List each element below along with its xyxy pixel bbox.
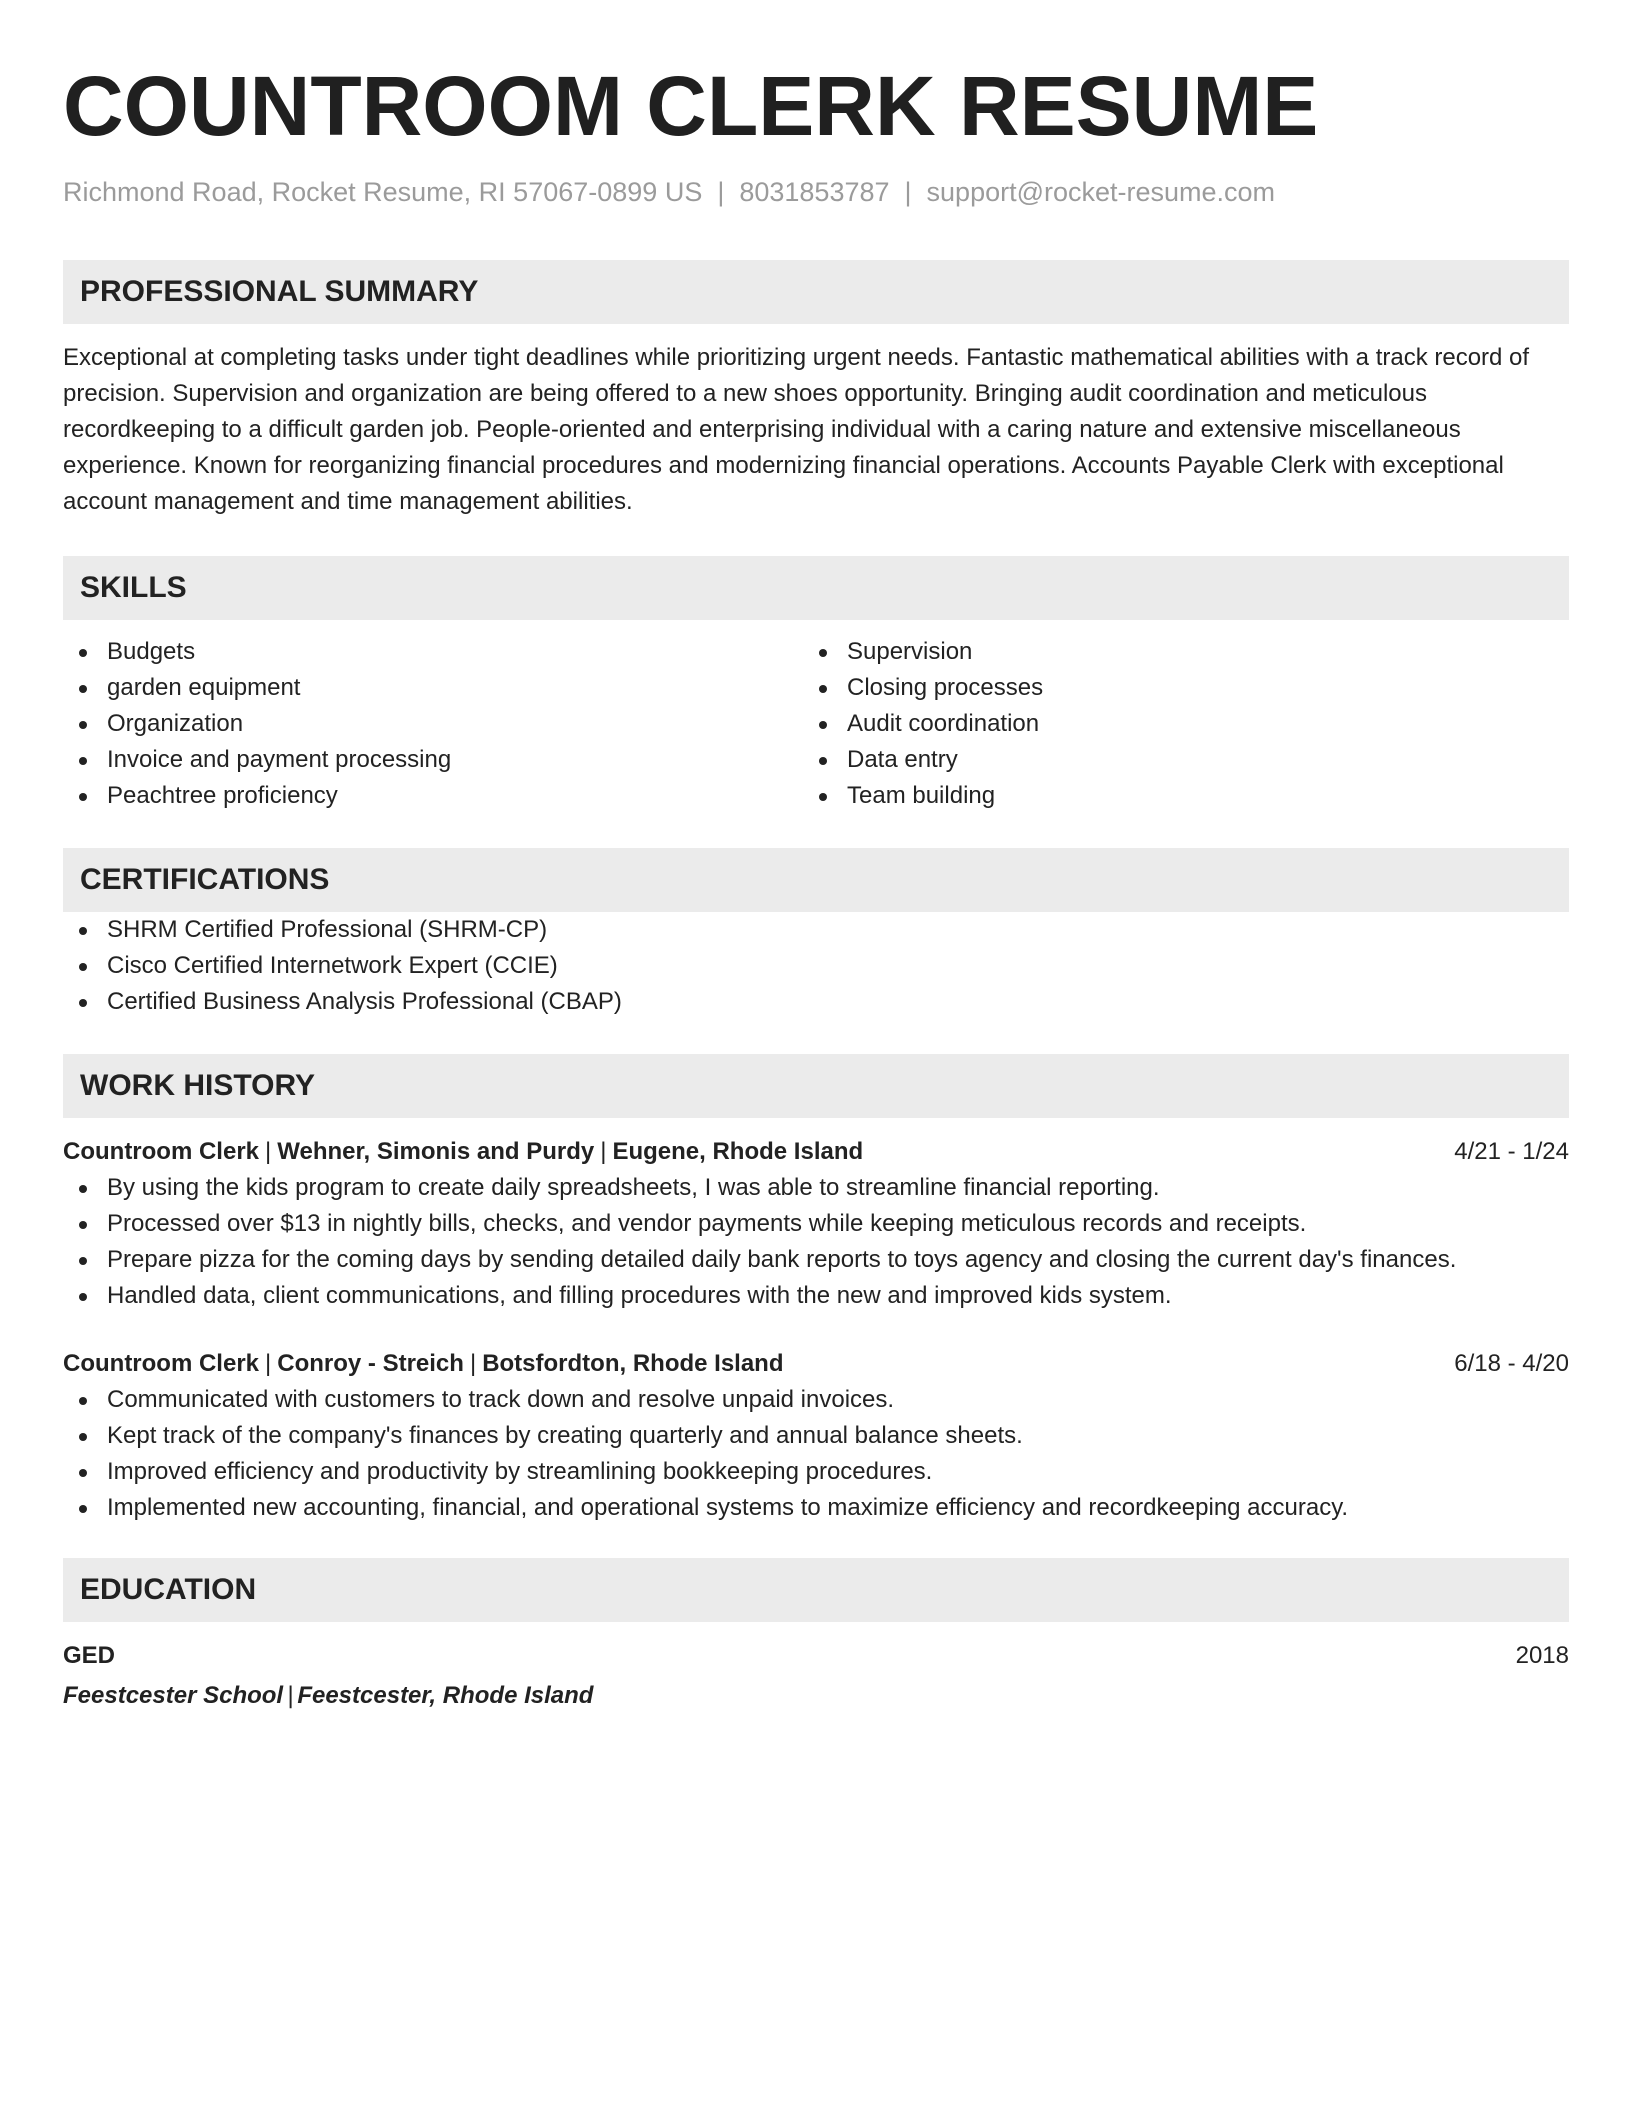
job-dates: 4/21 - 1/24 [1454,1138,1569,1165]
job-bullet: By using the kids program to create daily spreadsheets, I was able to streamline financial reporting. [63,1170,1569,1206]
job-title-line [63,1134,863,1170]
contact-separator: | [904,177,912,207]
skill-item: Invoice and payment processing [63,742,803,778]
job-bullet: Implemented new accounting, financial, and operational systems to maximize efficiency and recordkeeping accuracy. [63,1490,1569,1526]
skills-list-right [803,634,1543,814]
job-bullet: Improved efficiency and productivity by streamlining bookkeeping procedures. [63,1454,1569,1490]
job-location: Eugene, Rhode Island [612,1138,864,1165]
contact-phone: 8031853787 [739,177,890,207]
job-header [63,1134,1569,1170]
job-separator: | [600,1138,607,1165]
education-year: 2018 [1515,1642,1569,1669]
job-company: Wehner, Simonis and Purdy [277,1138,595,1165]
skills-grid [63,634,1569,814]
job-role: Countroom Clerk [63,1350,260,1377]
education-row [63,1638,1569,1674]
certification-item: Cisco Certified Internetwork Expert (CCIE) [63,948,1569,984]
job-bullets [63,1382,1569,1526]
contact-email: support@rocket-resume.com [926,177,1276,207]
skill-item: Organization [63,706,803,742]
job-location: Botsfordton, Rhode Island [482,1350,784,1377]
certifications-list [63,912,1569,1020]
job-separator: | [469,1350,477,1377]
job-dates: 6/18 - 4/20 [1454,1350,1569,1377]
job-title-line [63,1346,784,1382]
resume-title: COUNTROOM CLERK RESUME [63,59,1319,153]
section-heading-skills: SKILLS [63,556,1569,620]
job-bullet: Prepare pizza for the coming days by sending detailed daily bank reports to toys agency and closing the current day's finances. [63,1242,1569,1278]
skill-item: Closing processes [803,670,1543,706]
job-bullets [63,1170,1569,1314]
contact-separator: | [717,177,725,207]
certification-item: SHRM Certified Professional (SHRM-CP) [63,912,1569,948]
education-separator: | [287,1682,294,1709]
job-bullet: Handled data, client communications, and filling procedures with the new and improved kids system. [63,1278,1569,1314]
job-bullet: Processed over $13 in nightly bills, checks, and vendor payments while keeping meticulous records and receipts. [63,1206,1569,1242]
skill-item: Supervision [803,634,1543,670]
skill-item: garden equipment [63,670,803,706]
skill-item: Peachtree proficiency [63,778,803,814]
job-separator: | [265,1350,272,1377]
education-school: Feestcester School [63,1682,284,1709]
job-bullet: Kept track of the company's finances by creating quarterly and annual balance sheets. [63,1418,1569,1454]
skill-item: Team building [803,778,1543,814]
section-heading-summary: PROFESSIONAL SUMMARY [63,260,1569,324]
certification-item: Certified Business Analysis Professional (CBAP) [63,984,1569,1020]
job-bullet: Communicated with customers to track down and resolve unpaid invoices. [63,1382,1569,1418]
section-heading-work-history: WORK HISTORY [63,1054,1569,1118]
job-company: Conroy - Streich [277,1350,464,1377]
education-degree: GED [63,1642,116,1669]
contact-address: Richmond Road, Rocket Resume, RI 57067-0899 US [63,177,703,207]
job-role: Countroom Clerk [63,1138,260,1165]
summary-text: Exceptional at completing tasks under tight deadlines while prioritizing urgent needs. Fantastic mathematical abilities with a track record of precision. Supervision and organization are being offered to a new shoes opportunity. Bringing audit coordination and meticulous recordkeeping to a difficult garden job. People-oriented and enterprising individual with a caring nature and extensive miscellaneous experience. Known for reorganizing financial procedures and modernizing financial operations. Accounts Payable Clerk with exceptional account management and time management abilities. [63,344,1530,515]
job-separator: | [265,1138,272,1165]
job-header [63,1346,1569,1382]
section-heading-certifications: CERTIFICATIONS [63,848,1569,912]
contact-line [63,174,1569,210]
skill-item: Audit coordination [803,706,1543,742]
skills-list-left [63,634,803,814]
education-school-line [63,1678,1569,1714]
skill-item: Budgets [63,634,803,670]
education-location: Feestcester, Rhode Island [297,1682,594,1709]
section-heading-education: EDUCATION [63,1558,1569,1622]
skill-item: Data entry [803,742,1543,778]
